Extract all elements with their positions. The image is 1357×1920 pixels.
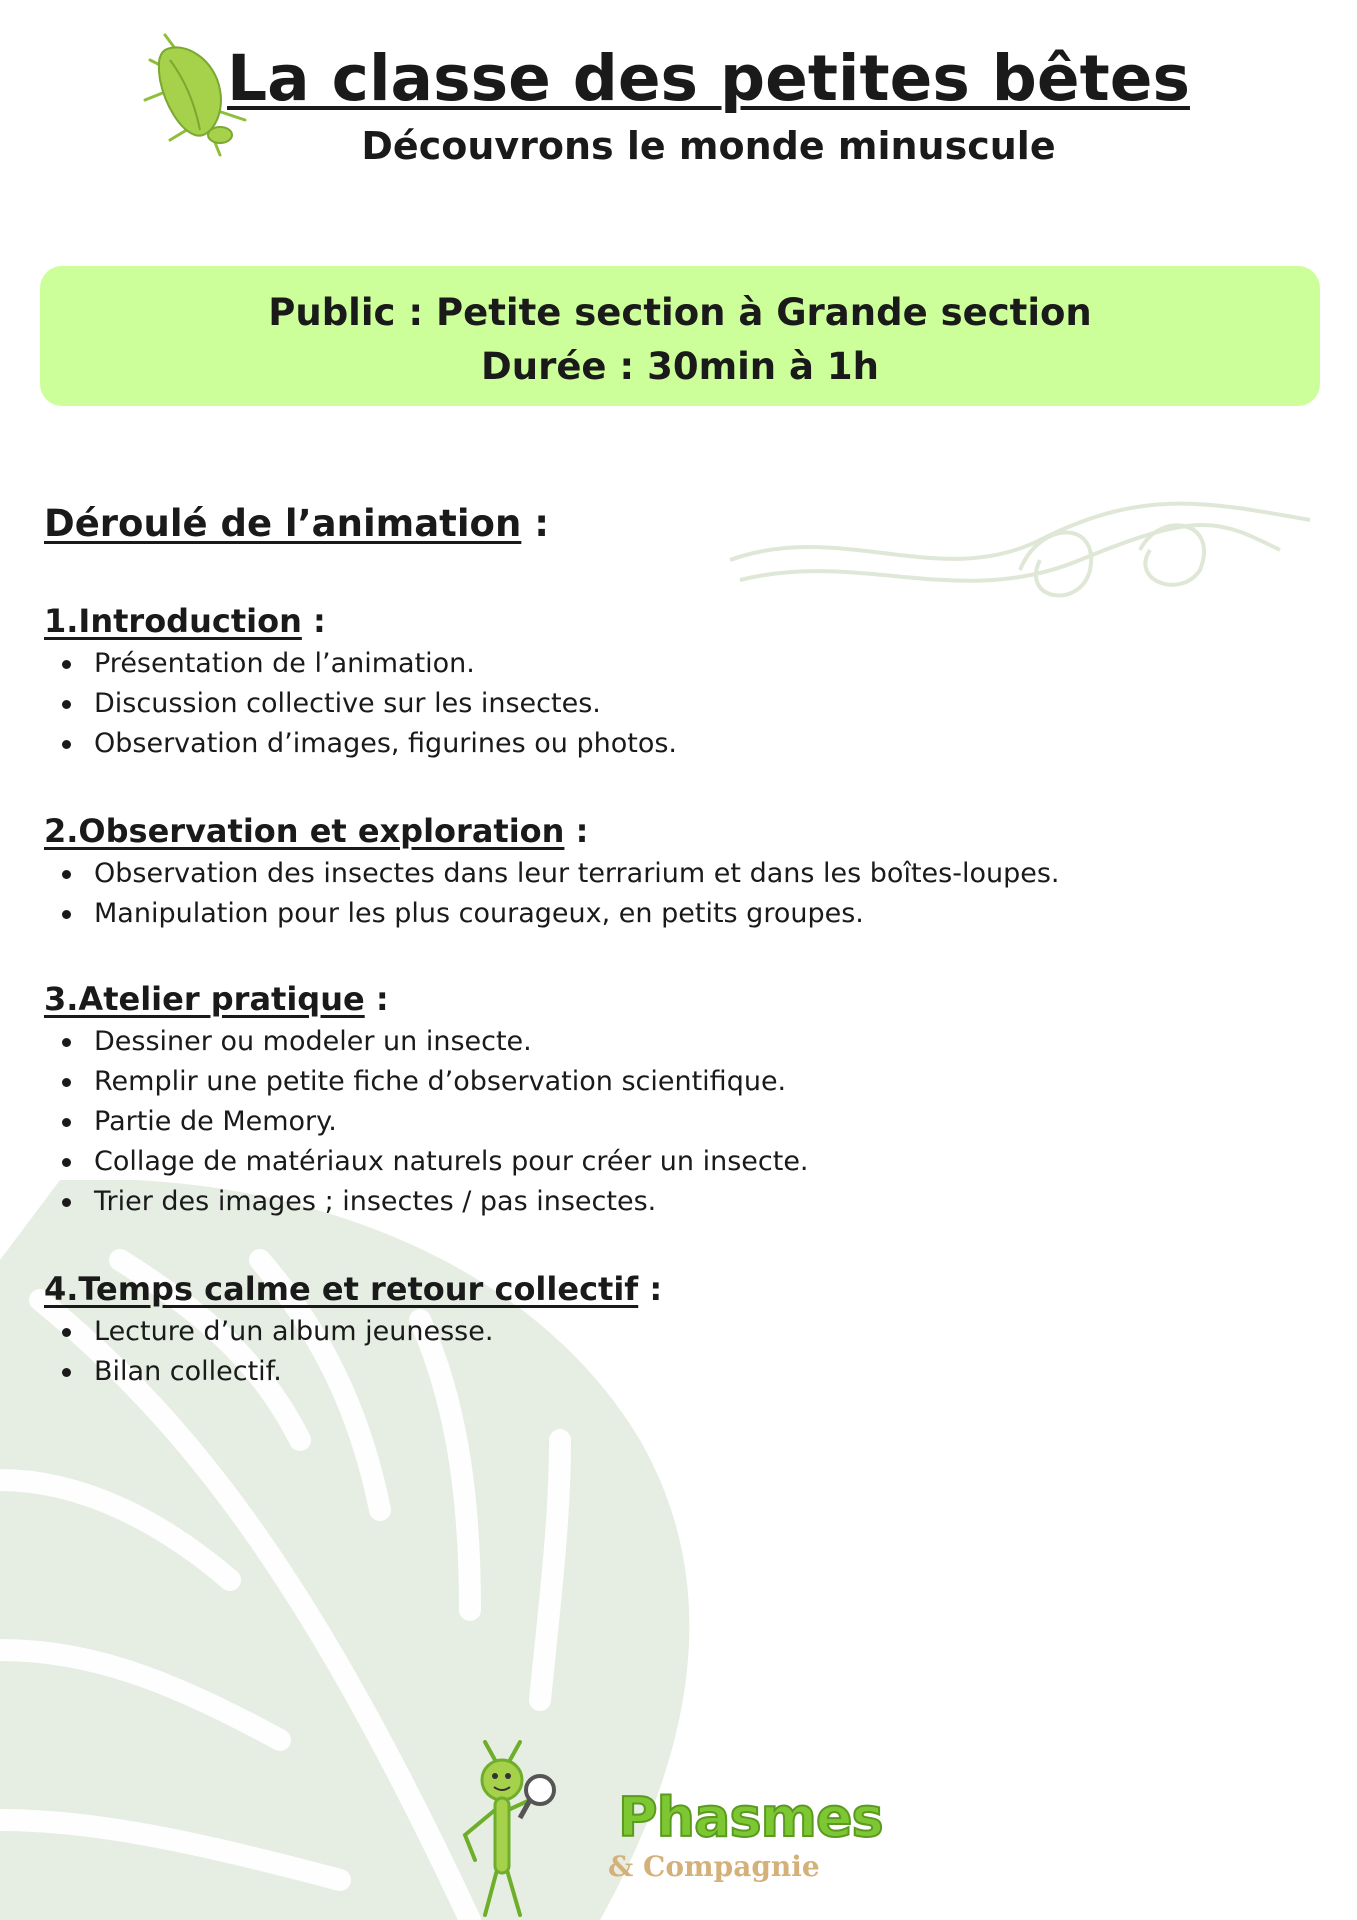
brand-name: Phasmes: [618, 1786, 883, 1849]
list-item: Lecture d’un album jeunesse.: [94, 1312, 662, 1352]
list-item: Dessiner ou modeler un insecte.: [94, 1022, 809, 1062]
list-item: Bilan collectif.: [94, 1352, 662, 1392]
step-observation: 2.Observation et exploration : Observation des insectes dans leur terrarium et dans les boîtes-loupes. Manipulation pour les plus courageux, en petits groupes.: [44, 810, 1060, 934]
program-heading: Déroulé de l’animation :: [44, 502, 550, 545]
list-item: Présentation de l’animation.: [94, 644, 677, 684]
audience-text: Public : Petite section à Grande section: [268, 291, 1092, 334]
step-title: 4.Temps calme et retour collectif: [44, 1270, 639, 1308]
list-item: Observation d’images, figurines ou photos.: [94, 724, 677, 764]
stick-insect-mascot-icon: [450, 1740, 570, 1920]
list-item: Partie de Memory.: [94, 1102, 809, 1142]
page-title: La classe des petites bêtes: [227, 42, 1190, 115]
duration-text: Durée : 30min à 1h: [481, 345, 879, 388]
swirl-decoration: [720, 480, 1320, 620]
page-subtitle: Découvrons le monde minuscule: [361, 124, 1056, 168]
brand-subtitle: & Compagnie: [608, 1850, 820, 1883]
list-item: Collage de matériaux naturels pour créer un insecte.: [94, 1142, 809, 1182]
step-atelier: 3.Atelier pratique : Dessiner ou modeler un insecte. Remplir une petite fiche d’observation scientifique. Partie de Memory. Collage de matériaux naturels pour créer un insecte. Trier des images ; insectes / pas insectes.: [44, 978, 809, 1222]
list-item: Remplir une petite fiche d’observation scientifique.: [94, 1062, 809, 1102]
list-item: Discussion collective sur les insectes.: [94, 684, 677, 724]
step-introduction: 1.Introduction : Présentation de l’animation. Discussion collective sur les insectes. Observation d’images, figurines ou photos.: [44, 600, 677, 764]
list-item: Manipulation pour les plus courageux, en petits groupes.: [94, 894, 1060, 934]
step-title: 2.Observation et exploration: [44, 812, 565, 850]
list-item: Observation des insectes dans leur terrarium et dans les boîtes-loupes.: [94, 854, 1060, 894]
step-title: 3.Atelier pratique: [44, 980, 365, 1018]
step-temps-calme: 4.Temps calme et retour collectif : Lecture d’un album jeunesse. Bilan collectif.: [44, 1268, 662, 1392]
step-title: 1.Introduction: [44, 602, 302, 640]
list-item: Trier des images ; insectes / pas insectes.: [94, 1182, 809, 1222]
audience-duration-box: [40, 266, 1320, 406]
